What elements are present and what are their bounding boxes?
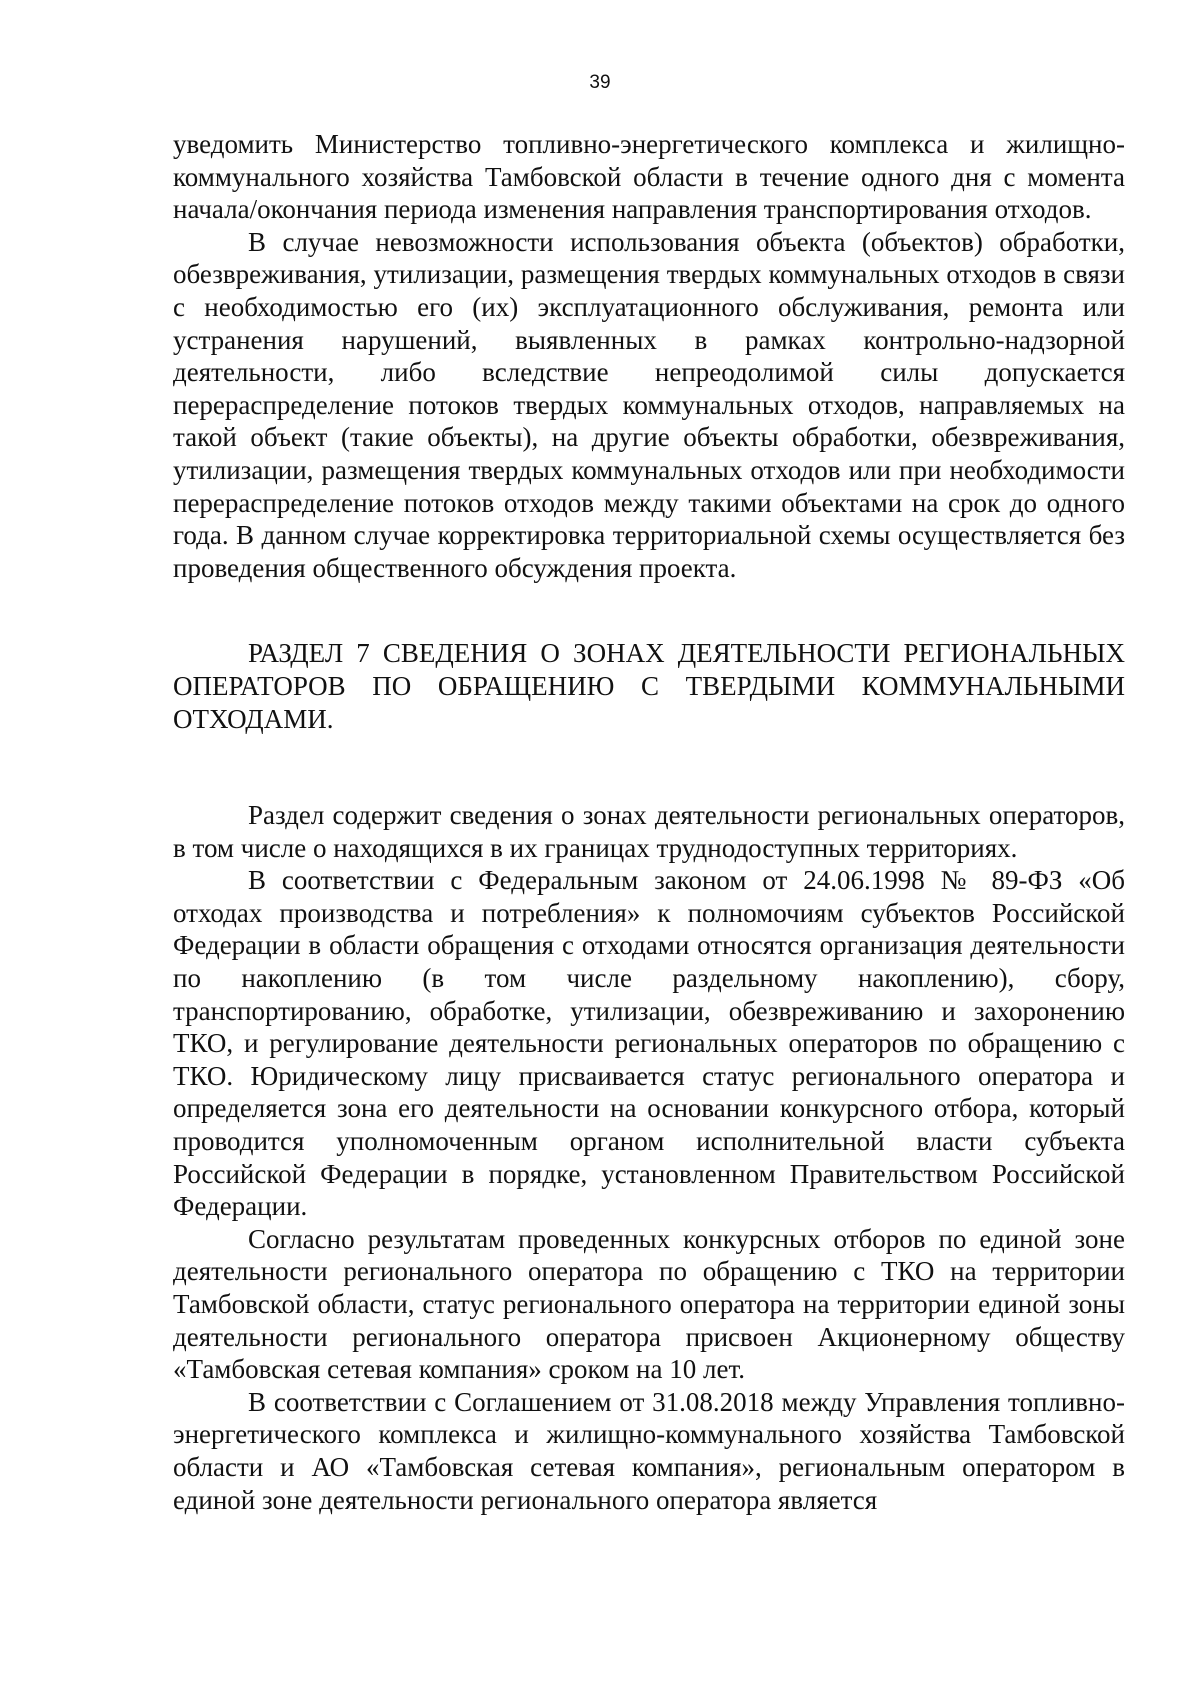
paragraph-flow-redistribution: В случае невозможности использования объекта (объектов) обработки, обезвреживания, утилизации, размещения твердых коммунальных отходов в связи с необходимостью его (их) эксплуатационного обслуживания, ремонта или устранения нарушений, выявленных в рамках контрольно-надзорной деятельности, либо вследствие непреодолимой силы допускается перераспределение потоков твердых коммунальных отходов, направляемых на такой объект (такие объекты), на другие объекты обработки, обезвреживания, утилизации, размещения твердых коммунальных отходов или при необходимости перераспределение потоков отходов между такими объектами на срок до одного года. В данном случае корректировка территориальной схемы осуществляется без проведения общественного обсуждения проекта. — [173, 226, 1125, 583]
paragraph-agreement: В соответствии с Соглашением от 31.08.2018 между Управления топливно-энергетического комплекса и жилищно-коммунального хозяйства Тамбовской области и АО «Тамбовская сетевая компания», региональным оператором в единой зоне деятельности регионального оператора является — [173, 1386, 1125, 1515]
paragraph-section-summary: Раздел содержит сведения о зонах деятельности региональных операторов, в том числе о находящихся в их границах труднодоступных территориях. — [173, 800, 1125, 863]
section-7-title: РАЗДЕЛ 7 СВЕДЕНИЯ О ЗОНАХ ДЕЯТЕЛЬНОСТИ РЕГИОНАЛЬНЫХ ОПЕРАТОРОВ ПО ОБРАЩЕНИЮ С ТВЕРДЫМИ КОММУНАЛЬНЫМИ ОТХОДАМИ. — [173, 638, 1125, 734]
document-body — [173, 128, 1125, 1516]
paragraph-federal-law: В соответствии с Федеральным законом от 24.06.1998 № 89-ФЗ «Об отходах производства и потребления» к полномочиям субъектов Российской Федерации в области обращения с отходами относятся организация деятельности по накоплению (в том числе раздельному накоплению), сбору, транспортированию, обработке, утилизации, обезвреживанию и захоронению ТКО, и регулирование деятельности региональных операторов по обращению с ТКО. Юридическому лицу присваивается статус регионального оператора и определяется зона его деятельности на основании конкурсного отбора, который проводится уполномоченным органом исполнительной власти субъекта Российской Федерации в порядке, установленном Правительством Российской Федерации. — [173, 865, 1125, 1222]
page-number: 39 — [589, 72, 611, 93]
paragraph-notification-continuation: уведомить Министерство топливно-энергетического комплекса и жилищно-коммунального хозяйства Тамбовской области в течение одного дня с момента начала/окончания периода изменения направления транспортирования отходов. — [173, 129, 1125, 225]
paragraph-competition-results: Согласно результатам проведенных конкурсных отборов по единой зоне деятельности регионального оператора по обращению с ТКО на территории Тамбовской области, статус регионального оператора на территории единой зоны деятельности регионального оператора присвоен Акционерному обществу «Тамбовская сетевая компания» сроком на 10 лет. — [173, 1223, 1125, 1385]
